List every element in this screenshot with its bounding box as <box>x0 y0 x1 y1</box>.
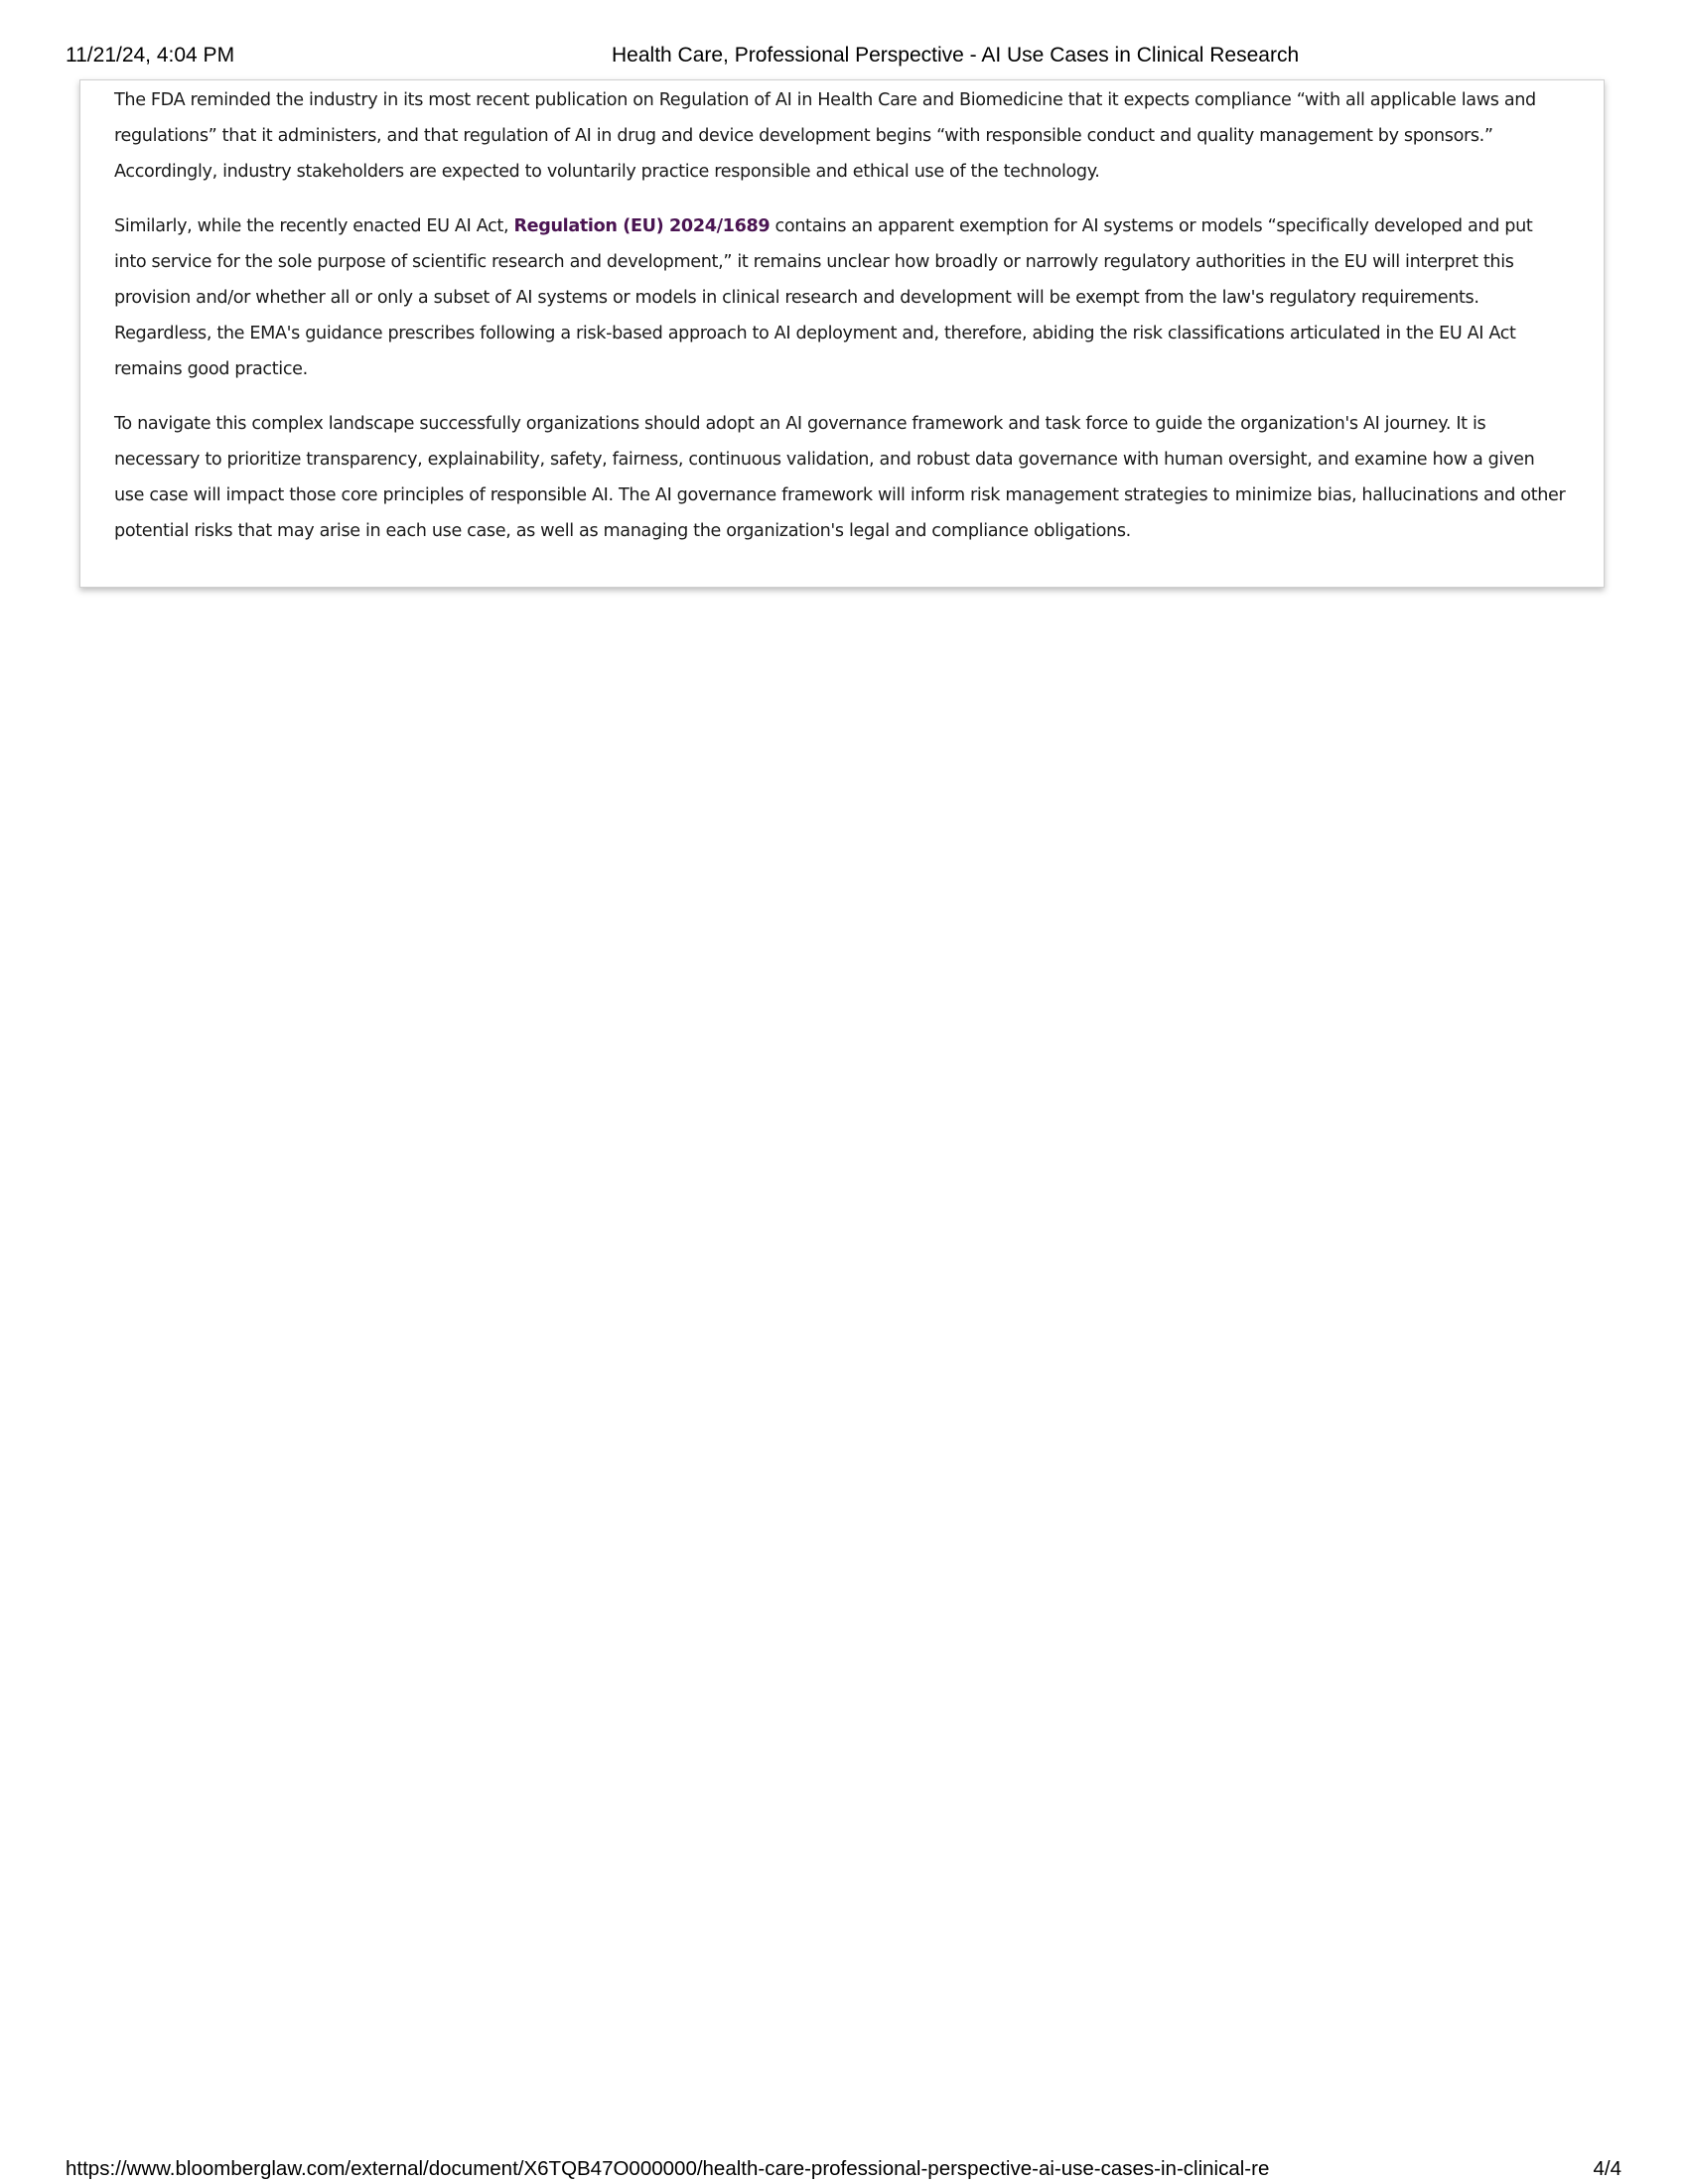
article-paragraph-2 <box>114 208 1566 387</box>
print-page-title: Health Care, Professional Perspective - AI Use Cases in Clinical Research <box>612 44 1300 67</box>
paragraph-2-text-after-link: contains an apparent exemption for AI systems or models “specifically developed and put into service for the sole purpose of scientific research and development,” it remains unclear how broadly or narrowly regulatory authorities in the EU will interpret this provision and/or whether all or only a subset of AI systems or models in clinical research and development will be exempt from the law's regulatory requirements. Regardless, the EMA's guidance prescribes following a risk-based approach to AI deployment and, therefore, abiding the risk classifications articulated in the EU AI Act remains good practice. <box>114 216 1533 379</box>
article-paragraph-1: The FDA reminded the industry in its most recent publication on Regulation of AI in Health Care and Biomedicine that it expects compliance “with all applicable laws and regulations” that it administers, and that regulation of AI in drug and device development begins “with responsible conduct and quality management by sponsors.” Accordingly, industry stakeholders are expected to voluntarily practice responsible and ethical use of the technology. <box>114 90 1536 182</box>
print-header <box>66 40 1621 71</box>
print-footer <box>66 2154 1621 2184</box>
print-page-number: 4/4 <box>1593 2157 1621 2180</box>
print-datetime: 11/21/24, 4:04 PM <box>66 44 235 67</box>
paragraph-2-text-before-link: Similarly, while the recently enacted EU AI Act, <box>114 216 514 236</box>
article-content-card <box>79 79 1605 588</box>
regulation-eu-2024-1689-link[interactable]: Regulation (EU) 2024/1689 <box>513 216 771 236</box>
print-source-url: https://www.bloomberglaw.com/external/document/X6TQB47O000000/health-care-professional-perspective-ai-use-cases-in-clinical-re <box>66 2157 1270 2180</box>
article-paragraph-3: To navigate this complex landscape successfully organizations should adopt an AI governance framework and task force to guide the organization's AI journey. It is necessary to prioritize transparency, explainability, safety, fairness, continuous validation, and robust data governance with human oversight, and examine how a given use case will impact those core principles of responsible AI. The AI governance framework will inform risk management strategies to minimize bias, hallucinations and other potential risks that may arise in each use case, as well as managing the organization's legal and compliance obligations. <box>114 414 1566 541</box>
